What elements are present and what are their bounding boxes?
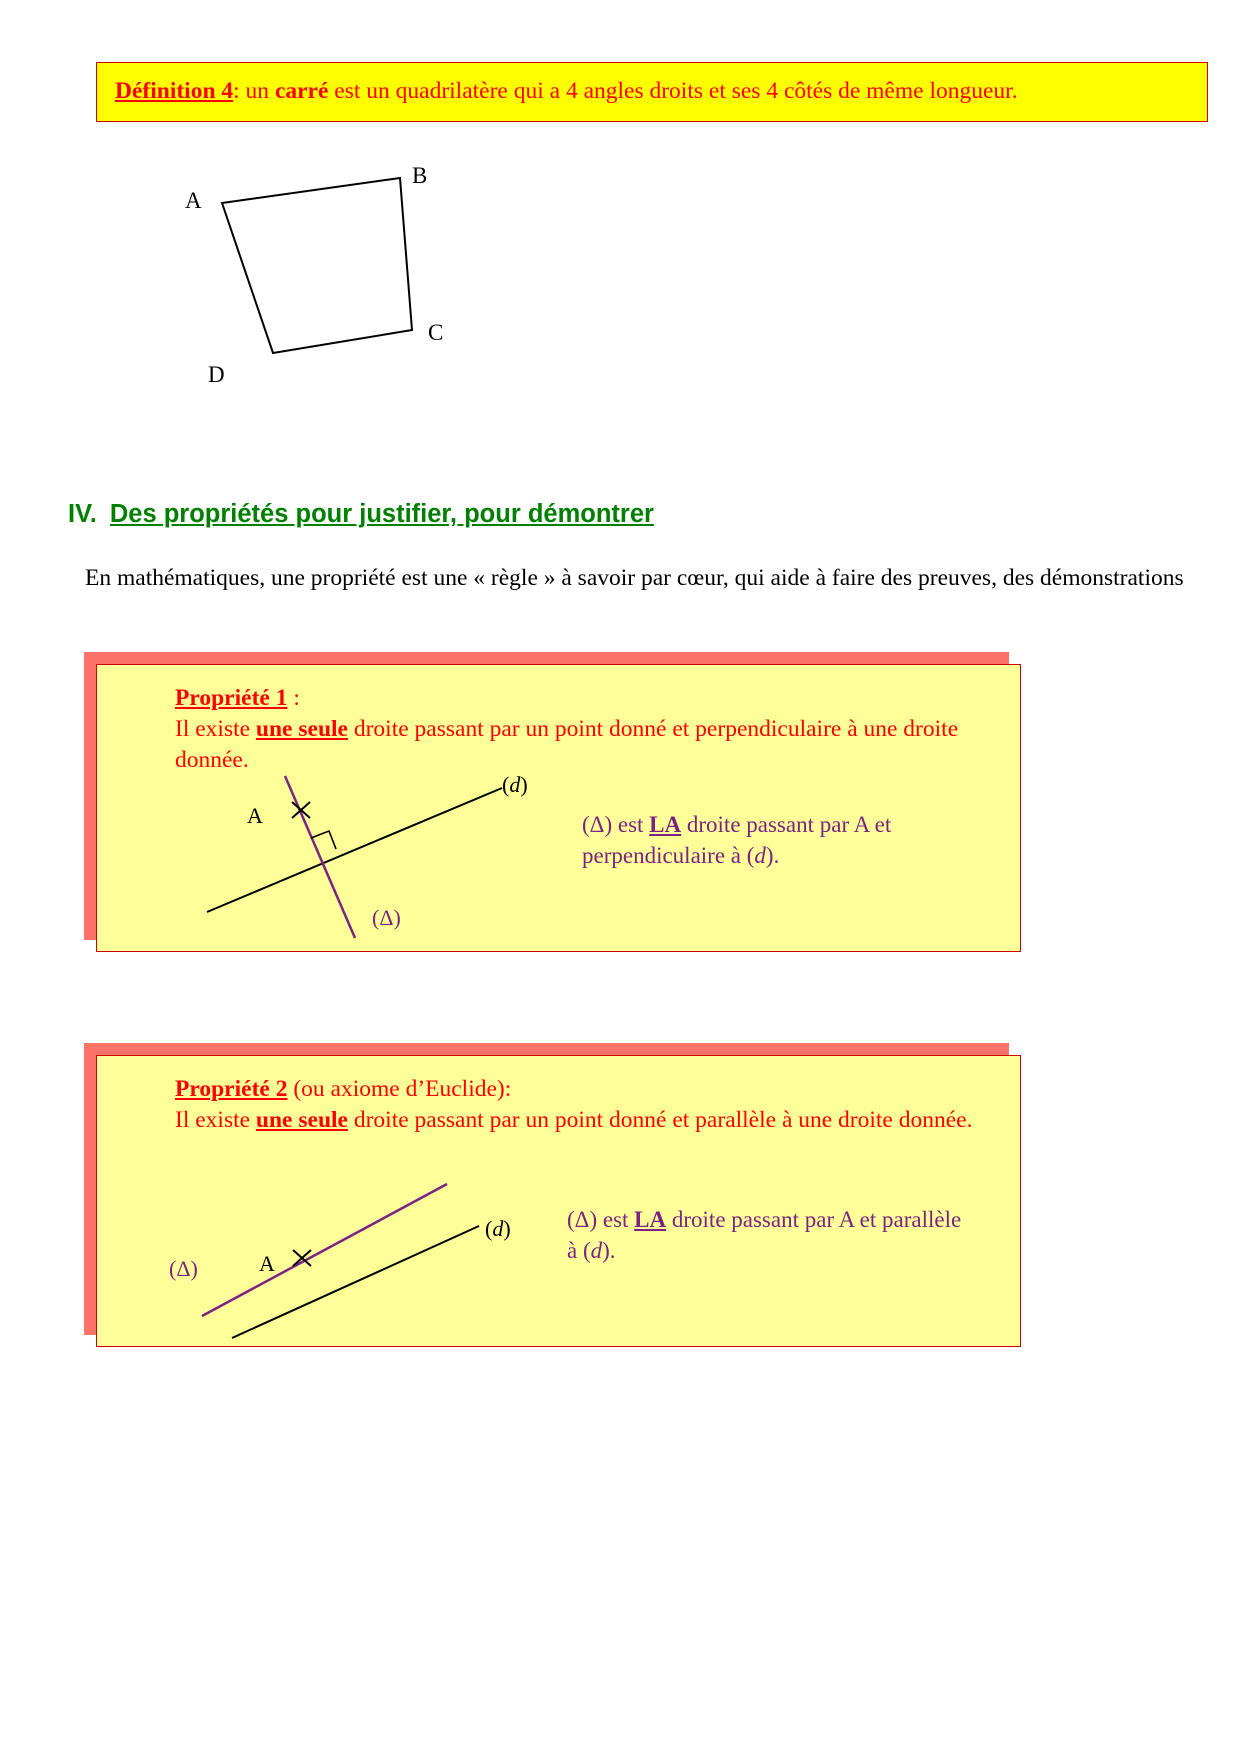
intro-paragraph: En mathématiques, une propriété est une « règle » à savoir par cœur, qui aide à faire des preuves, des démonstrations — [85, 565, 1184, 591]
square-figure — [150, 160, 490, 400]
property-1-text — [175, 683, 995, 776]
property-2-note-italic: d — [590, 1238, 603, 1263]
line-d-label: (d) — [485, 1216, 511, 1241]
property-2-title-suffix: (ou axiome d’Euclide): — [287, 1076, 512, 1102]
property-1-body-post: droite passant par un point donné et perpendiculaire à une droite donnée. — [175, 716, 959, 773]
square-vertex-label-b: B — [412, 163, 428, 188]
property-1-title: Propriété 1 — [175, 685, 288, 711]
property-2-body-emph: une seule — [255, 1107, 348, 1133]
property-1-figure — [107, 770, 547, 950]
property-2-note — [567, 1204, 967, 1266]
definition-keyword: carré — [274, 78, 329, 104]
point-a-label: A — [259, 1251, 275, 1276]
property-2-note-mid: droite passant par A et parallèle à ( — [567, 1207, 962, 1263]
property-2-box — [96, 1055, 1021, 1347]
section-title: Des propriétés pour justifier, pour démontrer — [109, 500, 654, 528]
property-2-note-post: ). — [602, 1238, 616, 1263]
point-a-label: A — [247, 803, 263, 828]
property-2-body-pre: Il existe — [175, 1107, 256, 1133]
definition-text — [115, 76, 1191, 107]
definition-label: Définition 4 — [115, 78, 234, 104]
line-delta-label: (Δ) — [169, 1256, 198, 1281]
property-1-box — [96, 664, 1021, 952]
definition-rest: est un quadrilatère qui a 4 angles droits et ses 4 côtés de même longueur. — [328, 78, 1018, 104]
property-1-title-suffix: : — [287, 685, 300, 711]
property-1-note-emph: LA — [649, 812, 682, 837]
property-1-body-pre: Il existe — [175, 716, 256, 742]
line-delta — [285, 776, 355, 938]
property-1-note — [582, 809, 972, 871]
property-2-note-emph: LA — [634, 1207, 667, 1232]
property-1-note-pre: (Δ) est — [582, 812, 650, 837]
line-d-label: (d) — [502, 772, 528, 797]
square-vertex-label-c: C — [428, 320, 444, 345]
square-shape — [222, 178, 412, 353]
square-vertex-label-a: A — [185, 188, 202, 213]
property-1-note-post: ). — [765, 843, 780, 868]
definition-box — [96, 62, 1208, 122]
property-2-note-pre: (Δ) est — [567, 1207, 635, 1232]
property-1-body-emph: une seule — [255, 716, 348, 742]
property-2-title: Propriété 2 — [175, 1076, 288, 1102]
property-2-figure — [107, 1126, 547, 1341]
line-delta-label: (Δ) — [372, 905, 401, 930]
property-1-note-mid: droite passant par A et perpendiculaire à ( — [582, 812, 892, 868]
section-number: IV. — [68, 500, 97, 528]
property-2-body-post: droite passant par un point donné et parallèle à une droite donnée. — [347, 1107, 973, 1133]
property-1-note-italic: d — [754, 843, 766, 868]
property-1-container — [84, 652, 1009, 940]
line-d — [232, 1226, 479, 1338]
property-2-container — [84, 1043, 1009, 1335]
section-heading — [68, 500, 968, 529]
definition-separator: : un — [233, 78, 275, 104]
square-vertex-label-d: D — [208, 362, 225, 387]
